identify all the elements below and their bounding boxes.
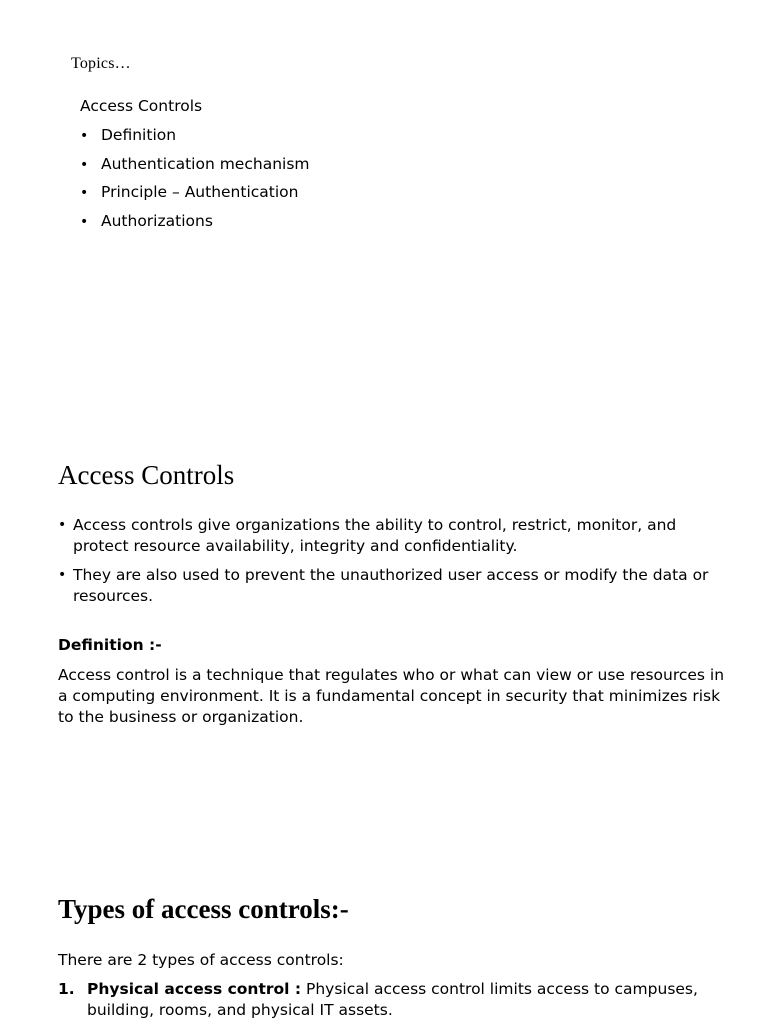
access-controls-heading: Access Controls [58, 460, 235, 490]
access-controls-bullets [58, 515, 718, 615]
types-heading: Types of access controls:- [58, 894, 349, 924]
access-bullet-item [58, 565, 718, 607]
topics-item-text: Definition [101, 126, 177, 144]
topics-item-text: Principle – Authentication [101, 183, 299, 201]
definition-label: Definition :- [58, 636, 162, 654]
types-list [58, 979, 718, 1021]
types-item-term: Physical access control : [87, 980, 302, 998]
topics-list [80, 126, 310, 240]
topics-list-item [80, 126, 310, 155]
definition-text: Access control is a technique that regulates who or what can view or use resources in a computing environment. It is a fundamental concept in security that minimizes risk to the business or organization. [58, 666, 725, 726]
topics-list-item [80, 183, 310, 212]
bullet-icon: • [58, 567, 67, 583]
access-bullet-text: They are also used to prevent the unauthorized user access or modify the data or resources. [73, 566, 709, 605]
types-item-body [87, 979, 718, 1021]
types-intro: There are 2 types of access controls: [58, 951, 344, 969]
bullet-icon: • [58, 517, 67, 533]
topics-item-text: Authentication mechanism [101, 154, 310, 173]
topics-slide [0, 0, 768, 300]
topics-list-item [80, 155, 310, 184]
topics-list-item [80, 212, 310, 241]
topics-item-text: Authorizations [101, 211, 213, 230]
topics-heading: Access Controls [80, 97, 203, 115]
topics-title: Topics… [71, 55, 131, 72]
bullet-icon: • [80, 185, 89, 201]
bullet-icon: • [80, 213, 89, 230]
types-item-number: 1. [58, 980, 75, 998]
types-list-item [58, 979, 718, 1021]
types-slide [0, 880, 768, 1024]
access-bullet-text: Access controls give organizations the ability to control, restrict, monitor, and protect resource availability, integrity and confidentiality. [73, 516, 677, 555]
access-controls-slide [0, 440, 768, 840]
bullet-icon: • [80, 156, 89, 173]
types-item-text: Physical access control limits access to campuses, building, rooms, and physical IT assets. [87, 980, 698, 1019]
access-bullet-item [58, 515, 718, 557]
bullet-icon: • [80, 128, 89, 144]
